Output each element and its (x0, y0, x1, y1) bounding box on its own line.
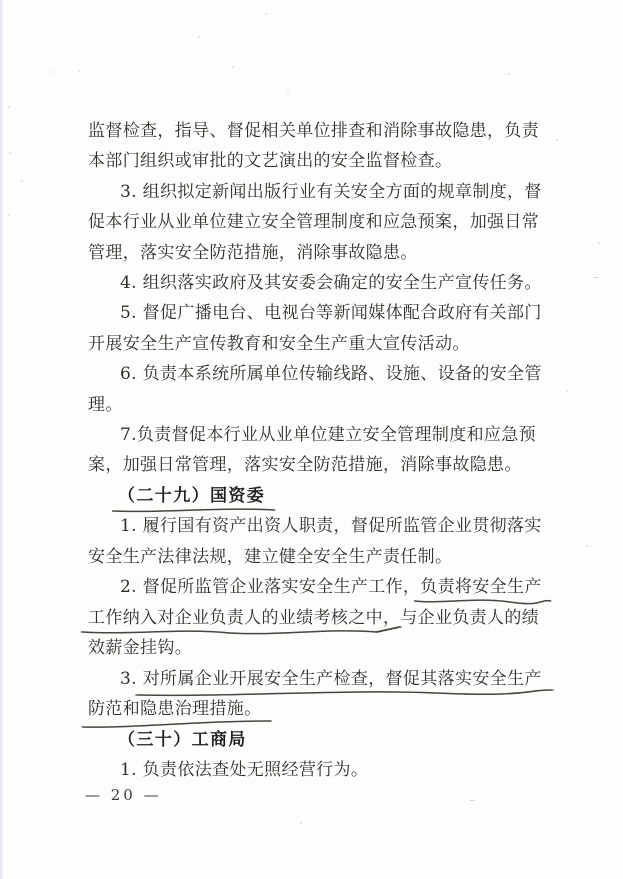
page-number: — 20 — (85, 786, 162, 804)
doc-line (120, 668, 542, 690)
scan-speck (8, 106, 10, 108)
scan-speck (8, 214, 10, 216)
doc-line (88, 698, 262, 720)
marked-text: 对所属企业开展安全生产检查，督促其落实安全生产 (142, 669, 542, 689)
pen-underline (83, 625, 409, 637)
scan-speck (470, 800, 475, 801)
pen-underline (138, 686, 551, 698)
scan-speck (78, 70, 80, 72)
doc-line: 6. 负责本系统所属单位传输线路、设施、设备的安全管 (120, 364, 542, 384)
scan-speck (593, 277, 598, 278)
pen-underline (83, 716, 271, 728)
doc-line: 理。 (88, 395, 123, 415)
scan-speck (198, 36, 200, 38)
doc-line: 4. 组织落实政府及其安委会确定的安全生产宣传任务。 (120, 273, 542, 293)
marked-text: 工作纳入对企业负责人的业绩考核之中， (88, 608, 401, 628)
doc-line: 监督检查，指导、督促相关单位排查和消除事故隐患，负责 (88, 121, 540, 141)
doc-line: 管理，落实安全防范措施，消除事故隐患。 (88, 243, 418, 263)
doc-line (120, 576, 542, 598)
scan-speck (300, 822, 302, 824)
doc-line: 1. 履行国有资产出资人职责，督促所监管企业贯彻落实 (120, 516, 542, 536)
section-heading-guoziwei (118, 485, 265, 507)
scan-speck (566, 390, 568, 392)
scan-speck (21, 180, 23, 182)
doc-line: 安全生产法律法规，建立健全安全生产责任制。 (88, 547, 453, 567)
doc-line: 促本行业从业单位建立安全管理制度和应急预案，加强日常 (88, 212, 540, 232)
scan-speck (556, 139, 558, 141)
scan-speck (586, 545, 588, 547)
section-heading-gongshangju: （三十）工商局 (118, 730, 247, 750)
scan-speck (232, 66, 234, 68)
scan-speck (598, 242, 600, 244)
scan-speck (287, 92, 289, 94)
doc-line: 1. 负责依法查处无照经营行为。 (120, 760, 369, 780)
pen-underline (415, 594, 550, 606)
scan-speck (50, 71, 52, 73)
doc-line: 5. 督促广播电台、电视台等新闻媒体配合政府有关部门 (120, 303, 542, 323)
pen-underline (113, 503, 274, 515)
doc-line: 7.负责督促本行业从业单位建立安全管理制度和应急预 (120, 425, 536, 445)
doc-line: 案，加强日常管理，落实安全防范措施，消除事故隐患。 (88, 455, 522, 475)
doc-line-text: 与企业负责人的绩 (400, 608, 540, 628)
doc-line (88, 607, 539, 629)
scan-edge-artifact (0, 0, 4, 879)
scan-speck (9, 152, 11, 154)
doc-line: 本部门组织或审批的文艺演出的安全监督检查。 (88, 151, 453, 171)
doc-line: 3. 组织拟定新闻出版行业有关安全方面的规章制度，督 (120, 182, 542, 202)
doc-line: 开展安全生产宣传教育和安全生产重大宣传活动。 (88, 334, 470, 354)
scan-speck (508, 73, 510, 75)
doc-line-text: 2. 督促所监管企业落实安全生产工作， (120, 577, 421, 597)
doc-line: 效薪金挂钩。 (88, 638, 193, 658)
marked-text: 防范和隐患治理措施。 (88, 699, 262, 719)
scan-speck (265, 13, 267, 15)
marked-text: 负责将安全生产 (420, 577, 542, 597)
doc-line-text: 3. (120, 669, 143, 689)
section-heading-label: （二十九）国资委 (118, 486, 266, 506)
